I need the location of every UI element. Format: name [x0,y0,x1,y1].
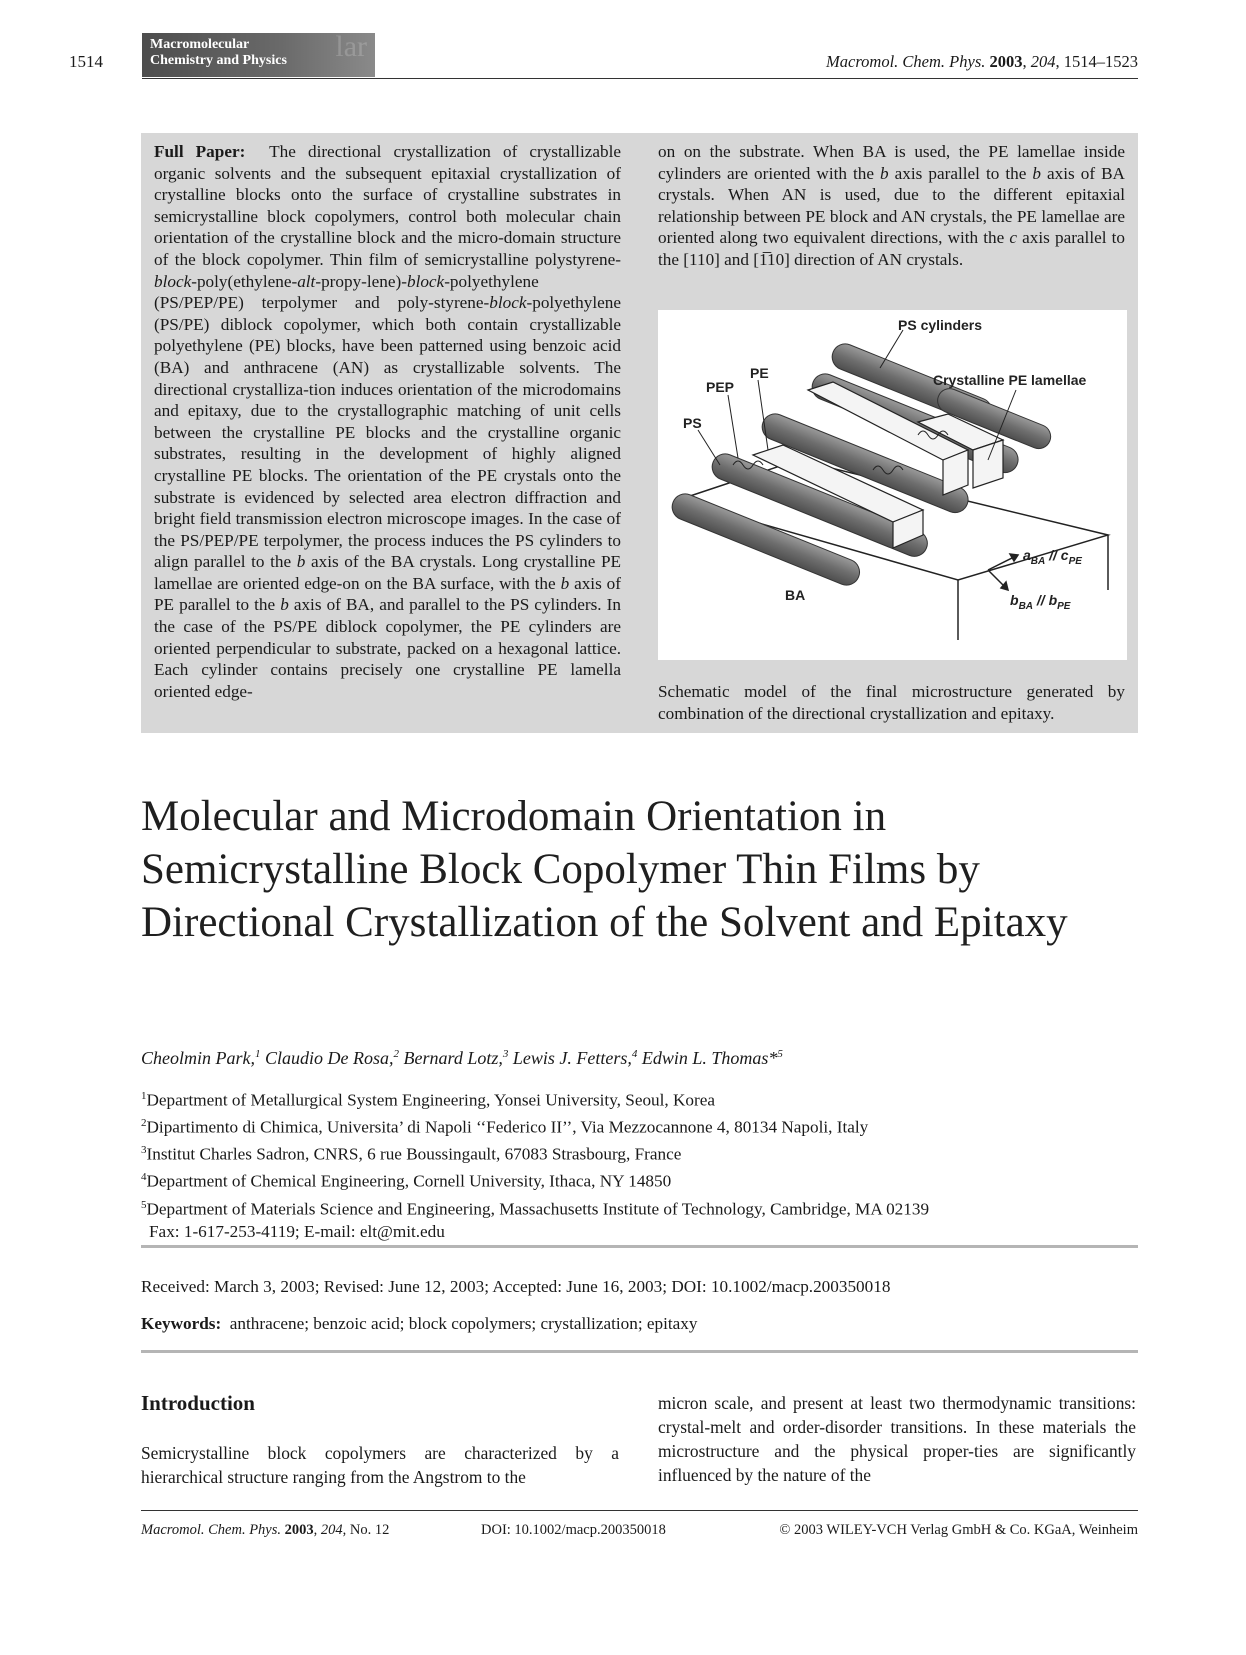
label-axis-a: $a_{BA} // c_{PE}$ [1023,547,1082,567]
abstract-text-left: The directional crystallization of crystallizable organic solvents and the subsequent epitaxial crystallization of crystalline blocks onto the surface of crystalline substrates in semicrystalline block copolymers, control both molecular chain orientation of the crystalline block and the micro-domain structure of the block copolymer. Thin film of semicrystalline polystyrene-block-poly(ethylene-alt-propy-lene)-block-polyethylene (PS/PEP/PE) terpolymer and poly-styrene-block-polyethylene (PS/PE) diblock copolymer, which both contain crystallizable polyethylene (PE) blocks, have been patterned using benzoic acid (BA) and anthracene (AN) as crystallizable solvents. The directional crystalliza-tion induces orientation of the microdomains and epitaxy, due to the crystallographic matching of unit cells between the crystalline PE blocks and the crystalline organic substrates, resulting in the development of highly aligned crystalline PE blocks. The orientation of the PE crystals onto the substrate is evidenced by selected area electron diffraction and bright field transmission electron microscope images. In the case of the PS/PEP/PE terpolymer, the process induces the PS cylinders to align parallel to the b axis of the BA crystals. Long crystalline PE lamellae are oriented edge-on on the BA surface, with the b axis of PE parallel to the b axis of BA, and parallel to the PS cylinders. In the case of the PS/PE diblock copolymer, the PE cylinders are oriented perpendicular to substrate, packed on a hexagonal lattice. Each cylinder contains precisely one crystalline PE lamella oriented edge- [154,142,622,701]
author-list: Cheolmin Park,$^1$ Claudio De Rosa,$^2$ Bernard Lotz,$^3$ Lewis J. Fetters,$^4$ Edwin L. Thomas*$^5$ [141,1048,783,1068]
label-crystalline-pe-lamellae: Crystalline PE lamellae [933,372,1087,388]
article-title: Molecular and Microdomain Orientation in Semicrystalline Block Copolymer Thin Films by Directional Crystallization of the Solvent and Epitaxy [141,793,1068,946]
contact-line: Fax: 1-617-253-4119; E-mail: elt@mit.edu [149,1221,445,1241]
abstract-label: Full Paper: [154,142,246,161]
label-ps-cylinders: PS cylinders [898,317,983,333]
footer-journal: Macromol. Chem. Phys. 2003, 204, No. 12 [141,1522,390,1538]
section-heading-introduction: Introduction [141,1391,255,1415]
footer-rule [141,1510,1138,1511]
label-ps: PS [683,415,702,431]
abstract-left-column [154,141,621,702]
keywords-text: anthracene; benzoic acid; block copolymers; crystallization; epitaxy [229,1314,698,1333]
affiliation-2: $^2$Dipartimento di Chimica, Universita’ di Napoli ‘‘Federico II’’, Via Mezzocannone 4, 80134 Napoli, Italy [141,1117,869,1137]
label-ba: BA [785,587,806,603]
schematic-svg [658,310,1127,660]
label-axis-b: $b_{BA} // b_{PE}$ [1010,592,1071,612]
affiliation-4: $^4$Department of Chemical Engineering, Cornell University, Ithaca, NY 14850 [141,1171,672,1192]
schematic-figure [658,310,1127,660]
logo-line-2: Chemistry and Physics [150,53,287,68]
abstract-right-column: on on the substrate. When BA is used, the PE lamellae inside cylinders are oriented with the b axis parallel to the b axis of BA crystals. When AN is used, due to the different epitaxial relationship between PE block and AN crystals, the PE lamellae are oriented along two equivalent directions, with the c axis parallel to the [110] and [1̅10] direction of AN crystals. [658,142,1125,269]
footer-doi: DOI: 10.1002/macp.200350018 [481,1522,666,1538]
affiliation-5: $^5$Department of Materials Science and Engineering, Massachusetts Institute of Technology, Cambridge, MA 02139 [141,1198,930,1219]
figure-caption: Schematic model of the final microstructure generated by combination of the directional crystallization and epitaxy. [658,682,1125,723]
header-rule [142,78,1138,79]
footer-copyright: © 2003 WILEY-VCH Verlag GmbH & Co. KGaA, Weinheim [779,1522,1138,1538]
keywords-line: Keywords: anthracene; benzoic acid; block copolymers; crystallization; epitaxy [141,1314,698,1333]
running-header: Macromol. Chem. Phys. 2003, 204, 1514–1523 [826,52,1138,71]
affiliation-1: $^1$Department of Metallurgical System Engineering, Yonsei University, Seoul, Korea [141,1090,716,1110]
logo-line-1: Macromolecular [150,37,250,52]
label-pep: PEP [706,379,735,395]
affiliations [141,1085,929,1243]
divider-top [141,1245,1138,1248]
journal-logo [142,33,375,77]
label-pe: PE [750,365,769,381]
intro-left-column: Semicrystalline block copolymers are characterized by a hierarchical structure ranging from the Angstrom to the [141,1443,619,1487]
affiliation-3: $^3$Institut Charles Sadron, CNRS, 6 rue Boussingault, 67083 Strasbourg, France [141,1144,682,1165]
divider-bottom [141,1350,1138,1353]
logo-watermark-glyph: lar [335,33,367,63]
intro-right-column: micron scale, and present at least two thermodynamic transitions: crystal-melt and order-disorder transitions. In these materials the microstructure and the physical proper-ties are significantly influenced by the nature of the [658,1393,1136,1485]
page-number: 1514 [69,52,103,71]
publication-dates: Received: March 3, 2003; Revised: June 12, 2003; Accepted: June 16, 2003; DOI: 10.1002/macp.200350018 [141,1277,891,1296]
